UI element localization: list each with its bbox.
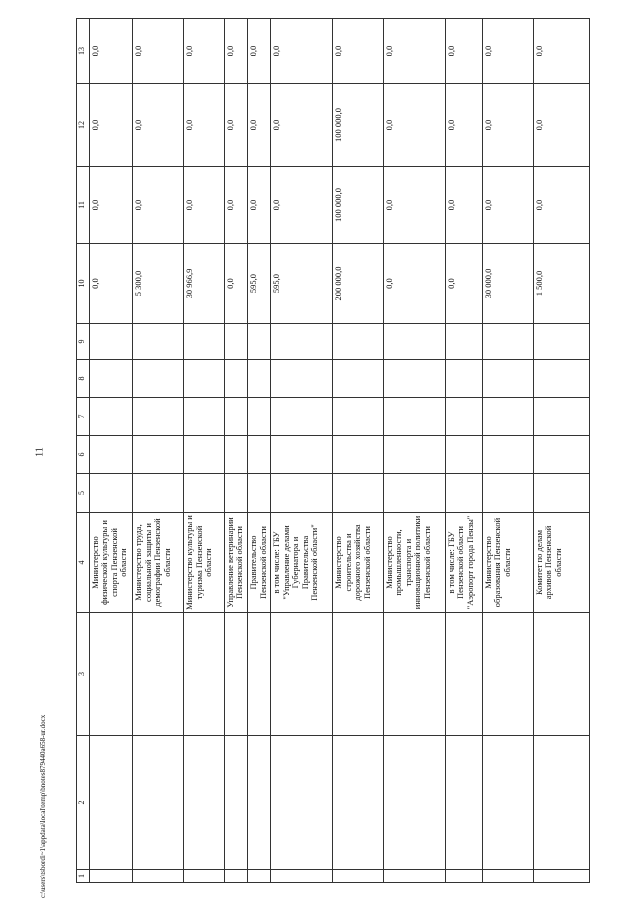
organization-name-cell: Министерство промышленности, транспорта и инновационной политики Пензенской области bbox=[383, 513, 445, 613]
empty-cell-col-8 bbox=[248, 360, 271, 398]
empty-cell-col-8 bbox=[482, 360, 533, 398]
empty-cell-col-3 bbox=[533, 613, 589, 736]
empty-cell-col-9 bbox=[224, 324, 247, 360]
empty-cell-col-7 bbox=[533, 398, 589, 436]
empty-cell-col-5 bbox=[383, 474, 445, 513]
empty-cell-col-2 bbox=[133, 736, 184, 870]
empty-cell-col-3 bbox=[224, 613, 247, 736]
empty-cell-col-8 bbox=[224, 360, 247, 398]
amount-cell-col-13: 0,0 bbox=[445, 19, 482, 84]
organization-name-cell: Управление ветеринарии Пензенской области bbox=[224, 513, 247, 613]
empty-cell-col-2 bbox=[332, 736, 383, 870]
empty-cell-col-2 bbox=[445, 736, 482, 870]
table-row bbox=[482, 19, 533, 883]
empty-cell-col-5 bbox=[248, 474, 271, 513]
empty-cell-col-5 bbox=[332, 474, 383, 513]
amount-cell-col-10: 0,0 bbox=[224, 244, 247, 324]
empty-cell-col-7 bbox=[383, 398, 445, 436]
empty-cell-col-9 bbox=[271, 324, 333, 360]
empty-cell-col-8 bbox=[332, 360, 383, 398]
empty-cell-col-1 bbox=[445, 870, 482, 883]
empty-cell-col-5 bbox=[224, 474, 247, 513]
column-header-11: 11 bbox=[77, 167, 90, 244]
empty-cell-col-6 bbox=[482, 436, 533, 474]
empty-cell-col-3 bbox=[445, 613, 482, 736]
amount-cell-col-12: 0,0 bbox=[445, 84, 482, 167]
amount-cell-col-13: 0,0 bbox=[184, 19, 224, 84]
footer-file-path: c:\users\tsbordi~1\appdata\local\temp\bnotes879440a658-ur.docx bbox=[39, 714, 47, 898]
empty-cell-col-9 bbox=[248, 324, 271, 360]
amount-cell-col-10: 5 300,0 bbox=[133, 244, 184, 324]
amount-cell-col-10: 0,0 bbox=[89, 244, 133, 324]
amount-cell-col-12: 0,0 bbox=[482, 84, 533, 167]
organization-name-cell: Министерство культуры и туризма Пензенской области bbox=[184, 513, 224, 613]
amount-cell-col-12: 0,0 bbox=[89, 84, 133, 167]
amount-cell-col-12: 0,0 bbox=[133, 84, 184, 167]
table-row bbox=[184, 19, 224, 883]
empty-cell-col-8 bbox=[445, 360, 482, 398]
empty-cell-col-5 bbox=[184, 474, 224, 513]
organization-name-cell: в том числе: ГБУ "Управление делами Губернатора и Правительства Пензенской области" bbox=[271, 513, 333, 613]
empty-cell-col-1 bbox=[332, 870, 383, 883]
amount-cell-col-12: 0,0 bbox=[248, 84, 271, 167]
empty-cell-col-7 bbox=[224, 398, 247, 436]
amount-cell-col-11: 0,0 bbox=[133, 167, 184, 244]
table-row bbox=[332, 19, 383, 883]
empty-cell-col-2 bbox=[482, 736, 533, 870]
empty-cell-col-8 bbox=[89, 360, 133, 398]
amount-cell-col-12: 0,0 bbox=[383, 84, 445, 167]
empty-cell-col-6 bbox=[133, 436, 184, 474]
empty-cell-col-6 bbox=[224, 436, 247, 474]
empty-cell-col-6 bbox=[383, 436, 445, 474]
column-header-7: 7 bbox=[77, 398, 90, 436]
empty-cell-col-1 bbox=[248, 870, 271, 883]
empty-cell-col-3 bbox=[133, 613, 184, 736]
empty-cell-col-8 bbox=[383, 360, 445, 398]
empty-cell-col-9 bbox=[133, 324, 184, 360]
empty-cell-col-5 bbox=[445, 474, 482, 513]
table-row bbox=[133, 19, 184, 883]
amount-cell-col-11: 0,0 bbox=[383, 167, 445, 244]
empty-cell-col-3 bbox=[482, 613, 533, 736]
empty-cell-col-9 bbox=[482, 324, 533, 360]
empty-cell-col-2 bbox=[533, 736, 589, 870]
column-header-1: 1 bbox=[77, 870, 90, 883]
column-header-8: 8 bbox=[77, 360, 90, 398]
empty-cell-col-8 bbox=[271, 360, 333, 398]
empty-cell-col-5 bbox=[133, 474, 184, 513]
empty-cell-col-7 bbox=[482, 398, 533, 436]
amount-cell-col-12: 0,0 bbox=[184, 84, 224, 167]
amount-cell-col-11: 0,0 bbox=[533, 167, 589, 244]
empty-cell-col-5 bbox=[271, 474, 333, 513]
empty-cell-col-7 bbox=[184, 398, 224, 436]
empty-cell-col-3 bbox=[383, 613, 445, 736]
organization-name-cell: Правительство Пензенской области bbox=[248, 513, 271, 613]
empty-cell-col-6 bbox=[332, 436, 383, 474]
header-row bbox=[77, 19, 90, 883]
empty-cell-col-9 bbox=[533, 324, 589, 360]
amount-cell-col-10: 595,0 bbox=[248, 244, 271, 324]
table-row bbox=[224, 19, 247, 883]
empty-cell-col-1 bbox=[89, 870, 133, 883]
column-header-2: 2 bbox=[77, 736, 90, 870]
amount-cell-col-10: 30 000,0 bbox=[482, 244, 533, 324]
empty-cell-col-1 bbox=[271, 870, 333, 883]
amount-cell-col-12: 0,0 bbox=[224, 84, 247, 167]
amount-cell-col-11: 0,0 bbox=[89, 167, 133, 244]
amount-cell-col-13: 0,0 bbox=[482, 19, 533, 84]
amount-cell-col-11: 100 000,0 bbox=[332, 167, 383, 244]
empty-cell-col-3 bbox=[332, 613, 383, 736]
empty-cell-col-7 bbox=[271, 398, 333, 436]
empty-cell-col-2 bbox=[248, 736, 271, 870]
table-row bbox=[445, 19, 482, 883]
organization-name-cell: Министерство образования Пензенской области bbox=[482, 513, 533, 613]
organization-name-cell: в том числе: ГБУ Пензенской области "Аэропорт города Пензы" bbox=[445, 513, 482, 613]
amount-cell-col-11: 0,0 bbox=[445, 167, 482, 244]
empty-cell-col-8 bbox=[533, 360, 589, 398]
amount-cell-col-13: 0,0 bbox=[133, 19, 184, 84]
empty-cell-col-9 bbox=[383, 324, 445, 360]
empty-cell-col-6 bbox=[89, 436, 133, 474]
amount-cell-col-10: 0,0 bbox=[383, 244, 445, 324]
empty-cell-col-3 bbox=[248, 613, 271, 736]
empty-cell-col-3 bbox=[184, 613, 224, 736]
empty-cell-col-1 bbox=[533, 870, 589, 883]
empty-cell-col-6 bbox=[533, 436, 589, 474]
empty-cell-col-8 bbox=[133, 360, 184, 398]
table-row bbox=[533, 19, 589, 883]
amount-cell-col-10: 1 500,0 bbox=[533, 244, 589, 324]
empty-cell-col-1 bbox=[383, 870, 445, 883]
amount-cell-col-11: 0,0 bbox=[184, 167, 224, 244]
empty-cell-col-1 bbox=[224, 870, 247, 883]
organization-name-cell: Министерство строительства и дорожного хозяйства Пензенской области bbox=[332, 513, 383, 613]
empty-cell-col-5 bbox=[533, 474, 589, 513]
empty-cell-col-8 bbox=[184, 360, 224, 398]
empty-cell-col-2 bbox=[184, 736, 224, 870]
empty-cell-col-2 bbox=[383, 736, 445, 870]
amount-cell-col-12: 0,0 bbox=[271, 84, 333, 167]
amount-cell-col-13: 0,0 bbox=[89, 19, 133, 84]
empty-cell-col-9 bbox=[89, 324, 133, 360]
amount-cell-col-13: 0,0 bbox=[248, 19, 271, 84]
amount-cell-col-13: 0,0 bbox=[224, 19, 247, 84]
empty-cell-col-6 bbox=[271, 436, 333, 474]
empty-cell-col-5 bbox=[482, 474, 533, 513]
empty-cell-col-1 bbox=[184, 870, 224, 883]
organization-name-cell: Министерство труда, социальной защиты и демографии Пензенской области bbox=[133, 513, 184, 613]
page-number: 11 bbox=[34, 447, 46, 457]
table-row bbox=[271, 19, 333, 883]
empty-cell-col-7 bbox=[445, 398, 482, 436]
amount-cell-col-10: 30 966,9 bbox=[184, 244, 224, 324]
table-frame bbox=[76, 19, 590, 883]
organization-name-cell: Комитет по делам архивов Пензенской области bbox=[533, 513, 589, 613]
amount-cell-col-13: 0,0 bbox=[533, 19, 589, 84]
amount-cell-col-11: 0,0 bbox=[248, 167, 271, 244]
column-header-9: 9 bbox=[77, 324, 90, 360]
empty-cell-col-7 bbox=[89, 398, 133, 436]
empty-cell-col-7 bbox=[332, 398, 383, 436]
column-header-3: 3 bbox=[77, 613, 90, 736]
table-row bbox=[248, 19, 271, 883]
amount-cell-col-11: 0,0 bbox=[271, 167, 333, 244]
column-header-6: 6 bbox=[77, 436, 90, 474]
amount-cell-col-11: 0,0 bbox=[224, 167, 247, 244]
empty-cell-col-2 bbox=[224, 736, 247, 870]
amount-cell-col-10: 0,0 bbox=[445, 244, 482, 324]
table-row bbox=[383, 19, 445, 883]
rotated-page-content bbox=[76, 19, 590, 883]
empty-cell-col-6 bbox=[445, 436, 482, 474]
amount-cell-col-10: 595,0 bbox=[271, 244, 333, 324]
amount-cell-col-12: 0,0 bbox=[533, 84, 589, 167]
empty-cell-col-1 bbox=[133, 870, 184, 883]
budget-table bbox=[76, 18, 590, 883]
empty-cell-col-5 bbox=[89, 474, 133, 513]
empty-cell-col-7 bbox=[248, 398, 271, 436]
amount-cell-col-10: 200 000,0 bbox=[332, 244, 383, 324]
table-row bbox=[89, 19, 133, 883]
amount-cell-col-13: 0,0 bbox=[332, 19, 383, 84]
organization-name-cell: Министерство физической культуры и спорта Пензенской области bbox=[89, 513, 133, 613]
column-header-4: 4 bbox=[77, 513, 90, 613]
empty-cell-col-1 bbox=[482, 870, 533, 883]
empty-cell-col-2 bbox=[89, 736, 133, 870]
amount-cell-col-12: 100 000,0 bbox=[332, 84, 383, 167]
column-header-10: 10 bbox=[77, 244, 90, 324]
amount-cell-col-11: 0,0 bbox=[482, 167, 533, 244]
column-header-12: 12 bbox=[77, 84, 90, 167]
amount-cell-col-13: 0,0 bbox=[383, 19, 445, 84]
empty-cell-col-6 bbox=[248, 436, 271, 474]
empty-cell-col-6 bbox=[184, 436, 224, 474]
empty-cell-col-3 bbox=[271, 613, 333, 736]
column-header-5: 5 bbox=[77, 474, 90, 513]
empty-cell-col-9 bbox=[332, 324, 383, 360]
amount-cell-col-13: 0,0 bbox=[271, 19, 333, 84]
column-header-13: 13 bbox=[77, 19, 90, 84]
empty-cell-col-9 bbox=[445, 324, 482, 360]
empty-cell-col-3 bbox=[89, 613, 133, 736]
empty-cell-col-2 bbox=[271, 736, 333, 870]
empty-cell-col-9 bbox=[184, 324, 224, 360]
empty-cell-col-7 bbox=[133, 398, 184, 436]
